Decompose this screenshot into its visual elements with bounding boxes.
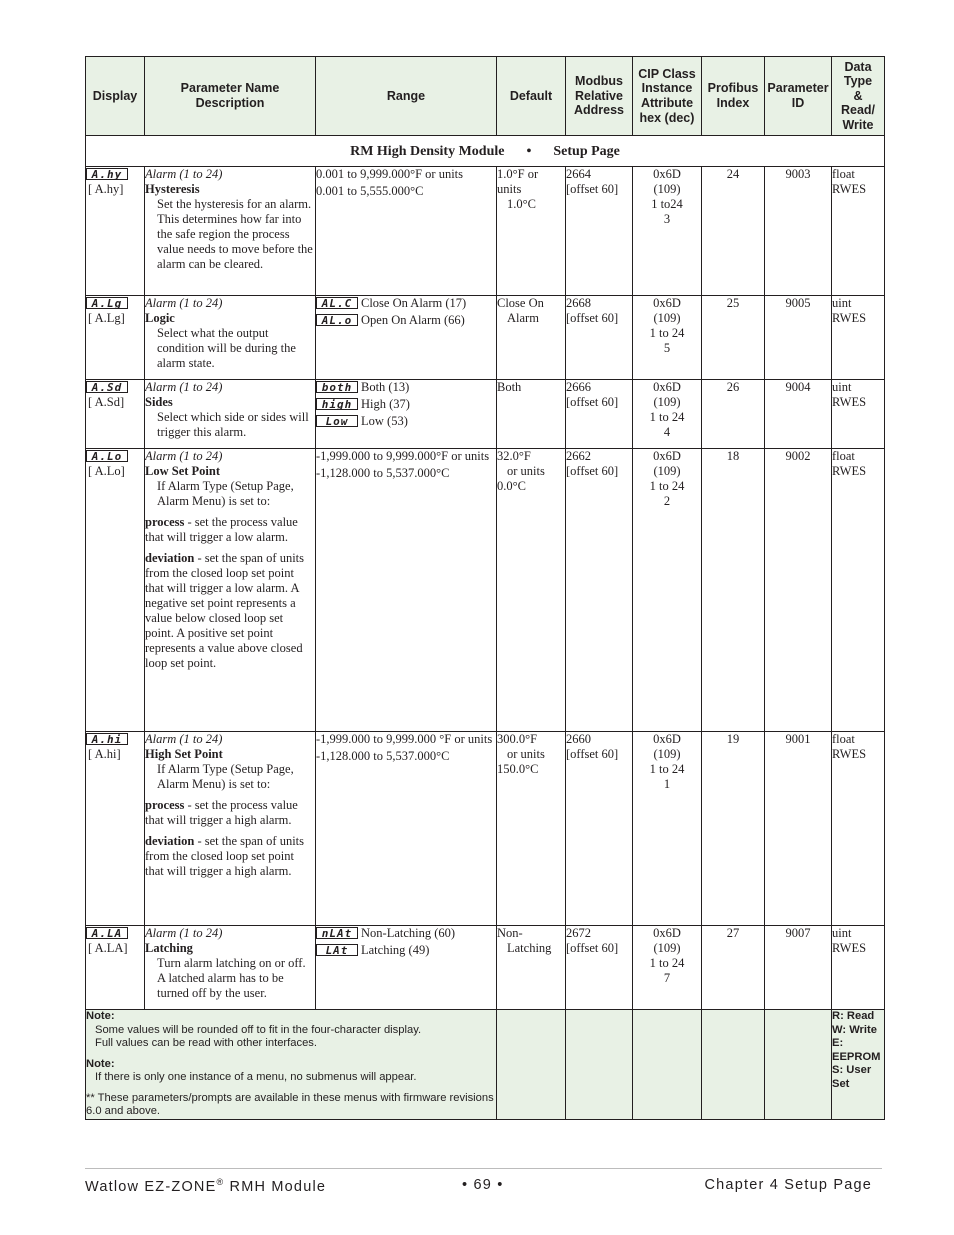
data-type: uint bbox=[832, 926, 852, 940]
header-display: Display bbox=[86, 57, 145, 136]
cip-value: (109) bbox=[653, 395, 681, 409]
range-value: -1,999.000 to 9,999.000°F or units bbox=[316, 449, 490, 463]
modbus-cell bbox=[566, 732, 633, 926]
footer-brand: Watlow EZ-ZONE bbox=[85, 1178, 217, 1195]
modbus-address: [offset 60] bbox=[566, 941, 619, 955]
cip-value: 0x6D bbox=[653, 449, 681, 463]
cip-value: (109) bbox=[653, 747, 681, 761]
cip-value: (109) bbox=[653, 941, 681, 955]
header-profibus: Profibus Index bbox=[702, 57, 765, 136]
read-write: RWES bbox=[832, 464, 867, 478]
legend-read: R: Read bbox=[832, 1010, 875, 1022]
range-option bbox=[316, 296, 496, 311]
parameter-name: Latching bbox=[145, 941, 193, 955]
instance-range: Alarm (1 to 24) bbox=[145, 449, 223, 463]
parameter-cell bbox=[145, 926, 316, 1010]
read-write: RWES bbox=[832, 747, 867, 761]
option-display-code: AL.o bbox=[316, 314, 358, 326]
default-cell bbox=[497, 732, 566, 926]
option-label: Non-Latching (60) bbox=[361, 926, 456, 940]
cip-cell bbox=[633, 926, 702, 1010]
parameter-condition: If Alarm Type (Setup Page, Alarm Menu) is set to: bbox=[157, 762, 294, 791]
header-range: Range bbox=[316, 57, 497, 136]
note-text: Some values will be rounded off to fit in the four-character display. bbox=[95, 1023, 422, 1036]
parameter-id-cell: 9004 bbox=[765, 380, 832, 449]
display-cell bbox=[86, 380, 145, 449]
footer-rule bbox=[85, 1168, 882, 1169]
note-heading: Note: bbox=[86, 1057, 115, 1070]
default-value: 150.0°C bbox=[497, 762, 539, 776]
parameter-name: High Set Point bbox=[145, 747, 223, 761]
legend-write: W: Write bbox=[832, 1023, 877, 1036]
profibus-cell: 25 bbox=[702, 296, 765, 380]
default-value: 1.0°F or units bbox=[497, 167, 539, 196]
header-modbus: Modbus Relative Address bbox=[566, 57, 633, 136]
data-type: uint bbox=[832, 380, 852, 394]
process-description bbox=[145, 798, 315, 828]
firmware-note: ** These parameters/prompts are available in these menus with firmware revisions 6.0 and above. bbox=[86, 1091, 494, 1117]
header-cip: CIP Class Instance Attribute hex (dec) bbox=[633, 57, 702, 136]
cip-value: 1 to 24 bbox=[649, 410, 685, 424]
modbus-address: 2664 bbox=[566, 167, 591, 181]
modbus-address: [offset 60] bbox=[566, 182, 619, 196]
range-option bbox=[316, 397, 496, 412]
cip-cell bbox=[633, 167, 702, 296]
process-term: process bbox=[145, 798, 185, 812]
range-value: 0.001 to 9,999.000°F or units bbox=[316, 167, 464, 181]
option-display-code: high bbox=[316, 398, 358, 410]
table-row bbox=[86, 296, 885, 380]
range-option bbox=[316, 943, 496, 958]
data-type-cell bbox=[832, 926, 885, 1010]
modbus-address: 2662 bbox=[566, 449, 591, 463]
parameter-cell bbox=[145, 732, 316, 926]
table-row bbox=[86, 167, 885, 296]
rw-legend bbox=[832, 1010, 885, 1120]
lcd-prompt: A.hy bbox=[86, 168, 128, 180]
range-option bbox=[316, 380, 496, 395]
default-value: 1.0°C bbox=[507, 197, 536, 211]
default-value: or units bbox=[507, 464, 545, 478]
data-type-cell bbox=[832, 167, 885, 296]
notes-spacer bbox=[702, 1010, 765, 1120]
default-cell bbox=[497, 167, 566, 296]
legend-eeprom: E: EEPROM bbox=[832, 1037, 881, 1063]
range-cell bbox=[316, 449, 497, 732]
lcd-prompt: A.Sd bbox=[86, 381, 128, 393]
option-display-code: LAt bbox=[316, 944, 358, 956]
cip-value: 0x6D bbox=[653, 926, 681, 940]
deviation-term: deviation bbox=[145, 551, 195, 565]
read-write: RWES bbox=[832, 182, 867, 196]
data-type-cell bbox=[832, 732, 885, 926]
display-cell bbox=[86, 296, 145, 380]
notes-spacer bbox=[633, 1010, 702, 1120]
data-type-cell bbox=[832, 449, 885, 732]
option-label: Close On Alarm (17) bbox=[361, 296, 467, 310]
title-bullet: • bbox=[526, 143, 532, 159]
default-value: Non- bbox=[497, 926, 523, 940]
data-type: float bbox=[832, 449, 855, 463]
notes-row bbox=[86, 1010, 885, 1120]
cip-value: 5 bbox=[663, 341, 671, 355]
data-type: float bbox=[832, 732, 855, 746]
header-param-id: Parameter ID bbox=[765, 57, 832, 136]
instance-range: Alarm (1 to 24) bbox=[145, 380, 223, 394]
read-write: RWES bbox=[832, 395, 867, 409]
parameter-id-cell: 9005 bbox=[765, 296, 832, 380]
cip-value: 1 bbox=[663, 777, 671, 791]
footer-module: RMH Module bbox=[224, 1178, 327, 1195]
option-display-code: Low bbox=[316, 415, 358, 427]
process-text: - set the process value that will trigger a high alarm. bbox=[145, 798, 298, 827]
default-value: Latching bbox=[507, 941, 552, 955]
instance-range: Alarm (1 to 24) bbox=[145, 732, 223, 746]
default-value: Both bbox=[497, 380, 522, 394]
default-cell bbox=[497, 449, 566, 732]
cip-value: 1 to 24 bbox=[649, 479, 685, 493]
deviation-description bbox=[145, 551, 315, 671]
range-value: 0.001 to 5,555.000°C bbox=[316, 184, 424, 198]
cip-cell bbox=[633, 380, 702, 449]
modbus-cell bbox=[566, 380, 633, 449]
profibus-cell: 26 bbox=[702, 380, 765, 449]
instance-range: Alarm (1 to 24) bbox=[145, 926, 223, 940]
data-type: float bbox=[832, 167, 855, 181]
deviation-text: - set the span of units from the closed loop set point that will trigger a high alarm. bbox=[145, 834, 305, 878]
parameter-cell bbox=[145, 380, 316, 449]
lcd-prompt: A.LA bbox=[86, 927, 128, 939]
option-label: Open On Alarm (66) bbox=[361, 313, 465, 327]
notes-spacer bbox=[566, 1010, 633, 1120]
profibus-cell: 19 bbox=[702, 732, 765, 926]
range-cell bbox=[316, 732, 497, 926]
cip-value: (109) bbox=[653, 464, 681, 478]
option-label: Both (13) bbox=[361, 380, 410, 394]
option-display-code: AL.C bbox=[316, 297, 358, 309]
note-text: Full values can be read with other interfaces. bbox=[95, 1037, 318, 1049]
cip-value: 0x6D bbox=[653, 380, 681, 394]
option-display-code: both bbox=[316, 381, 358, 393]
process-term: process bbox=[145, 515, 185, 529]
option-label: Low (53) bbox=[361, 414, 408, 428]
prompt-text: [ A.Sd] bbox=[88, 395, 125, 409]
cip-cell bbox=[633, 732, 702, 926]
data-type-cell bbox=[832, 380, 885, 449]
parameter-description: Select which side or sides will trigger this alarm. bbox=[157, 410, 309, 439]
profibus-cell: 27 bbox=[702, 926, 765, 1010]
cip-value: 1 to 24 bbox=[649, 326, 685, 340]
default-value: 32.0°F bbox=[497, 449, 531, 463]
cip-value: 0x6D bbox=[653, 732, 681, 746]
header-default: Default bbox=[497, 57, 566, 136]
instance-range: Alarm (1 to 24) bbox=[145, 296, 223, 310]
modbus-address: [offset 60] bbox=[566, 747, 619, 761]
cip-value: (109) bbox=[653, 311, 681, 325]
modbus-address: [offset 60] bbox=[566, 464, 619, 478]
range-cell bbox=[316, 167, 497, 296]
display-cell bbox=[86, 732, 145, 926]
page-name: Setup Page bbox=[553, 143, 620, 159]
modbus-address: [offset 60] bbox=[566, 311, 619, 325]
parameter-id-cell: 9002 bbox=[765, 449, 832, 732]
header-row bbox=[86, 57, 885, 136]
modbus-address: 2668 bbox=[566, 296, 591, 310]
deviation-term: deviation bbox=[145, 834, 195, 848]
cip-value: (109) bbox=[653, 182, 681, 196]
range-cell bbox=[316, 380, 497, 449]
cip-value: 1 to24 bbox=[651, 197, 683, 211]
process-description bbox=[145, 515, 315, 545]
cip-value: 7 bbox=[663, 971, 671, 985]
parameter-id-cell: 9007 bbox=[765, 926, 832, 1010]
option-label: High (37) bbox=[361, 397, 410, 411]
default-value: Close On bbox=[497, 296, 544, 310]
parameter-name: Logic bbox=[145, 311, 175, 325]
modbus-address: 2660 bbox=[566, 732, 591, 746]
lcd-prompt: A.Lo bbox=[86, 450, 128, 462]
prompt-text: [ A.hy] bbox=[88, 182, 124, 196]
modbus-cell bbox=[566, 926, 633, 1010]
header-data-type: Data Type & Read/ Write bbox=[832, 57, 885, 136]
table-row bbox=[86, 926, 885, 1010]
range-cell bbox=[316, 296, 497, 380]
default-cell bbox=[497, 926, 566, 1010]
parameter-description: Select what the output condition will be during the alarm state. bbox=[157, 326, 296, 370]
cip-value: 2 bbox=[663, 494, 671, 508]
notes-spacer bbox=[765, 1010, 832, 1120]
table-title bbox=[86, 136, 885, 167]
page-number: • 69 • bbox=[462, 1177, 504, 1193]
default-cell bbox=[497, 380, 566, 449]
process-text: - set the process value that will trigger a low alarm. bbox=[145, 515, 298, 544]
notes-spacer bbox=[497, 1010, 566, 1120]
parameter-cell bbox=[145, 296, 316, 380]
range-value: -1,999.000 to 9,999.000 °F or units bbox=[316, 732, 493, 746]
cip-value: 0x6D bbox=[653, 167, 681, 181]
prompt-text: [ A.LA] bbox=[88, 941, 128, 955]
registered-mark: ® bbox=[216, 1177, 225, 1187]
footer-product bbox=[85, 1177, 326, 1195]
parameter-description: Set the hysteresis for an alarm. This determines how far into the safe region the process value needs to move before the alarm can be cleared. bbox=[157, 197, 313, 271]
parameter-cell bbox=[145, 449, 316, 732]
legend-user-set: S: User Set bbox=[832, 1064, 872, 1090]
note-heading: Note: bbox=[86, 1010, 115, 1022]
profibus-cell: 24 bbox=[702, 167, 765, 296]
parameter-name: Hysteresis bbox=[145, 182, 200, 196]
range-cell bbox=[316, 926, 497, 1010]
range-option bbox=[316, 313, 496, 328]
data-type: uint bbox=[832, 296, 852, 310]
default-value: 0.0°C bbox=[497, 479, 526, 493]
instance-range: Alarm (1 to 24) bbox=[145, 167, 223, 181]
cip-cell bbox=[633, 296, 702, 380]
prompt-text: [ A.hi] bbox=[88, 747, 121, 761]
deviation-description bbox=[145, 834, 315, 879]
range-value: -1,128.000 to 5,537.000°C bbox=[316, 466, 450, 480]
deviation-text: - set the span of units from the closed loop set point that will trigger a low alarm. A negative set point represents a value below closed loop set point. A positive set point represents a value above closed loop set point. bbox=[145, 551, 305, 670]
lcd-prompt: A.Lg bbox=[86, 297, 128, 309]
table-row bbox=[86, 380, 885, 449]
default-cell bbox=[497, 296, 566, 380]
header-param: Parameter Name Description bbox=[145, 57, 316, 136]
profibus-cell: 18 bbox=[702, 449, 765, 732]
option-display-code: nLAt bbox=[316, 927, 358, 939]
table-row bbox=[86, 449, 885, 732]
modbus-cell bbox=[566, 296, 633, 380]
footer-chapter: Chapter 4 Setup Page bbox=[704, 1177, 872, 1193]
cip-value: 4 bbox=[663, 425, 671, 439]
parameter-table bbox=[85, 56, 885, 1120]
prompt-text: [ A.Lg] bbox=[88, 311, 125, 325]
read-write: RWES bbox=[832, 941, 867, 955]
default-value: 300.0°F bbox=[497, 732, 538, 746]
range-value: -1,128.000 to 5,537.000°C bbox=[316, 749, 450, 763]
modbus-address: 2672 bbox=[566, 926, 591, 940]
cip-value: 1 to 24 bbox=[649, 956, 685, 970]
cip-cell bbox=[633, 449, 702, 732]
option-label: Latching (49) bbox=[361, 943, 430, 957]
table-row bbox=[86, 732, 885, 926]
data-type-cell bbox=[832, 296, 885, 380]
parameter-id-cell: 9001 bbox=[765, 732, 832, 926]
lcd-prompt: A.hi bbox=[86, 733, 128, 745]
parameter-name: Sides bbox=[145, 395, 173, 409]
default-value: Alarm bbox=[507, 311, 539, 325]
parameter-description: Turn alarm latching on or off. A latched alarm has to be turned off by the user. bbox=[157, 956, 306, 1000]
parameter-id-cell: 9003 bbox=[765, 167, 832, 296]
modbus-cell bbox=[566, 449, 633, 732]
cip-value: 0x6D bbox=[653, 296, 681, 310]
display-cell bbox=[86, 449, 145, 732]
parameter-cell bbox=[145, 167, 316, 296]
modbus-address: 2666 bbox=[566, 380, 591, 394]
range-option bbox=[316, 926, 496, 941]
parameter-name: Low Set Point bbox=[145, 464, 220, 478]
modbus-cell bbox=[566, 167, 633, 296]
module-name: RM High Density Module bbox=[350, 143, 505, 159]
note-text: If there is only one instance of a menu, no submenus will appear. bbox=[95, 1071, 417, 1083]
notes-cell bbox=[86, 1010, 497, 1120]
cip-value: 3 bbox=[663, 212, 671, 226]
parameter-condition: If Alarm Type (Setup Page, Alarm Menu) is set to: bbox=[157, 479, 294, 508]
prompt-text: [ A.Lo] bbox=[88, 464, 125, 478]
display-cell bbox=[86, 926, 145, 1010]
modbus-address: [offset 60] bbox=[566, 395, 619, 409]
range-option bbox=[316, 414, 496, 429]
default-value: or units bbox=[507, 747, 545, 761]
read-write: RWES bbox=[832, 311, 867, 325]
cip-value: 1 to 24 bbox=[649, 762, 685, 776]
display-cell bbox=[86, 167, 145, 296]
